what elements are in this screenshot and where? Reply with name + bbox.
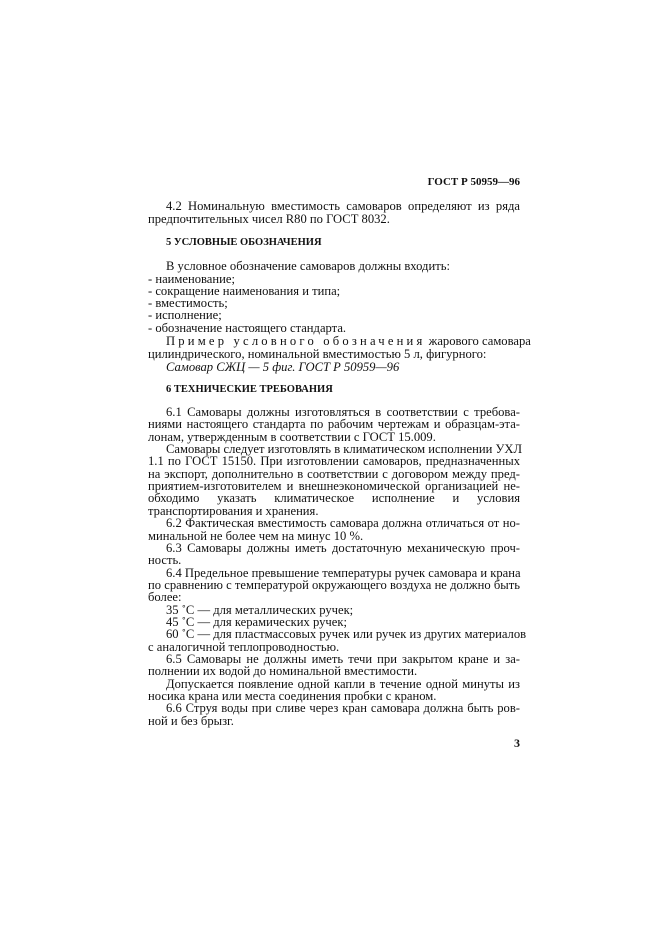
paragraph-4-2-line: 4.2 Номинальную вместимость самоваров определяют из ряда <box>166 199 520 213</box>
requirements-line: 6.3 Самовары должны иметь достаточную механическую проч- <box>166 540 520 555</box>
example-code: Самовар СЖЦ — 5 фиг. ГОСТ Р 50959—96 <box>166 360 400 374</box>
requirements-line: транспортирования и хранения. <box>148 503 319 518</box>
designation-list-line: - вместимость; <box>148 296 228 310</box>
example-rest: жарового самовара <box>428 334 531 348</box>
requirements-line: более: <box>148 590 182 605</box>
requirements-line: 1.1 по ГОСТ 15150. При изготовлении самоваров, предназначенных <box>148 454 520 469</box>
page-number: 3 <box>514 736 520 750</box>
designation-list-line: - сокращение наименования и типа; <box>148 284 341 298</box>
designation-list-line: - наименование; <box>148 272 235 286</box>
requirements-line: 6.6 Струя воды при сливе через кран самовара должна быть ров- <box>166 701 520 716</box>
section-heading-5: 5 УСЛОВНЫЕ ОБОЗНАЧЕНИЯ <box>166 237 322 248</box>
requirements-line: 35 ˚С — для металлических ручек; <box>166 602 354 617</box>
requirements-line: на экспорт, дополнительно в соответствии с договором между пред- <box>148 466 520 481</box>
requirements-line: ной и без брызг. <box>148 713 234 728</box>
requirements-line: с аналогичной теплопроводностью. <box>148 639 340 654</box>
requirements-line: 60 ˚С — для пластмассовых ручек или ручек из других материалов <box>166 627 527 642</box>
requirements-line: 6.2 Фактическая вместимость самовара должна отличаться от но- <box>166 516 520 531</box>
document-header: ГОСТ Р 50959—96 <box>427 176 520 188</box>
requirements-line: носика крана или места соединения пробки с краном. <box>148 689 437 704</box>
requirements-line: ность. <box>148 553 182 568</box>
requirements-line: ниями настоящего стандарта по рабочим чертежам и образцам-эта- <box>148 417 520 432</box>
requirements-line: Самовары следует изготовлять в климатическом исполнении УХЛ <box>166 442 523 457</box>
example-line: цилиндрического, номинальной вместимостью 5 л, фигурного: <box>148 347 487 361</box>
designation-list-line: В условное обозначение самоваров должны входить: <box>166 259 450 273</box>
requirements-line: по сравнению с температурой окружающего воздуха не должно быть <box>148 577 520 592</box>
requirements-line: приятием-изготовителем и внешнеэкономической организацией не- <box>148 479 520 494</box>
requirements-line: полнении их водой до номинальной вместимости. <box>148 664 418 679</box>
requirements-line: минальной не более чем на минус 10 %. <box>148 528 364 543</box>
section-heading-6: 6 ТЕХНИЧЕСКИЕ ТРЕБОВАНИЯ <box>166 384 333 395</box>
example-label: Пример условного обозначения <box>166 334 426 348</box>
designation-list-line: - исполнение; <box>148 308 222 322</box>
requirements-line: 45 ˚С — для керамических ручек; <box>166 614 347 629</box>
requirements-line: 6.5 Самовары не должны иметь течи при закрытом кране и за- <box>166 652 520 666</box>
requirements-line: лонам, утвержденным в соответствии с ГОСТ 15.009. <box>148 429 436 444</box>
designation-list-line: - обозначение настоящего стандарта. <box>148 321 347 335</box>
requirements-line: Допускается появление одной капли в течение одной минуты из <box>166 676 520 691</box>
requirements-line: 6.4 Предельное превышение температуры ручек самовара и крана <box>166 565 521 580</box>
requirements-line: 6.1 Самовары должны изготовляться в соответствии с требова- <box>166 405 520 419</box>
paragraph-4-2-line: предпочтительных чисел R80 по ГОСТ 8032. <box>148 212 390 226</box>
requirements-line: обходимо указать климатическое исполнение и условия <box>148 491 520 506</box>
